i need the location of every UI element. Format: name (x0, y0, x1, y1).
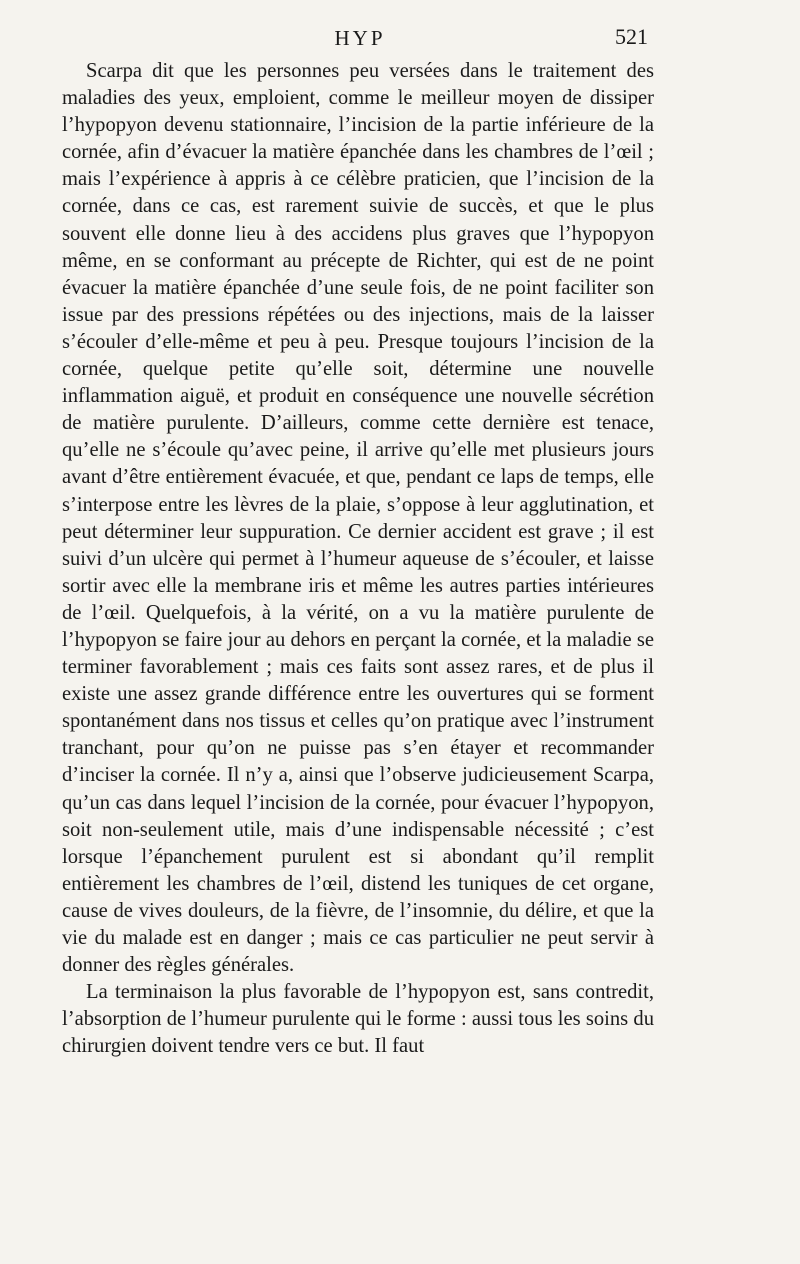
paragraph-2: La terminaison la plus favorable de l’hypopyon est, sans contredit, l’absorption de l’humeur purulente qui le forme : aussi tous les soins du chirurgien doivent tendre vers ce but. Il faut (62, 981, 654, 1058)
body-text (62, 58, 654, 1060)
page-number: 521 (615, 24, 648, 49)
running-title: HYP (334, 26, 386, 50)
paragraph-1: Scarpa dit que les personnes peu versées dans le traitement des maladies des yeux, emploient, comme le meilleur moyen de dissiper l’hypopyon devenu stationnaire, l’incision de la partie inférieure de la cornée, afin d’évacuer la matière épanchée dans les chambres de l’œil ; mais l’expérience à appris à ce célèbre praticien, que l’incision de la cornée, dans ce cas, est rarement suivie de succès, et que le plus souvent elle donne lieu à des accidens plus graves que l’hypopyon même, en se conformant au précepte de Richter, qui est de ne point évacuer la matière épanchée d’une seule fois, de ne point faciliter son issue par des pressions répétées ou des injections, mais de la laisser s’écouler d’elle-même et peu à peu. Presque toujours l’incision de la cornée, quelque petite qu’elle soit, détermine une nouvelle inflammation aiguë, et produit en conséquence une nouvelle sécrétion de matière purulente. D’ailleurs, comme cette dernière est tenace, qu’elle ne s’écoule qu’avec peine, il arrive qu’elle met plusieurs jours avant d’être entièrement évacuée, et que, pendant ce laps de temps, elle s’interpose entre les lèvres de la plaie, s’oppose à leur agglutination, et peut déterminer leur suppuration. Ce dernier accident est grave ; il est suivi d’un ulcère qui permet à l’humeur aqueuse de s’écouler, et laisse sortir avec elle la membrane iris et même les autres parties intérieures de l’œil. Quelquefois, à la vérité, on a vu la matière purulente de l’hypopyon se faire jour au dehors en perçant la cornée, et la maladie se terminer favorablement ; mais ces faits sont assez rares, et de plus il existe une assez grande différence entre les ouvertures qui se forment spontanément dans nos tissus et celles qu’on pratique avec l’instrument tranchant, pour qu’on ne puisse pas s’en étayer et recommander d’inciser la cornée. Il n’y a, ainsi que l’observe judicieusement Scarpa, qu’un cas dans lequel l’incision de la cornée, pour évacuer l’hypopyon, soit non-seulement utile, mais d’une indispensable nécessité ; c’est lorsque l’épanchement purulent est si abondant qu’il remplit entièrement les chambres de l’œil, distend les tuniques de cet organe, cause de vives douleurs, de la fièvre, de l’insomnie, du délire, et que la vie du malade est en danger ; mais ce cas particulier ne peut servir à donner des règles générales. (62, 60, 654, 977)
running-head (60, 22, 660, 54)
